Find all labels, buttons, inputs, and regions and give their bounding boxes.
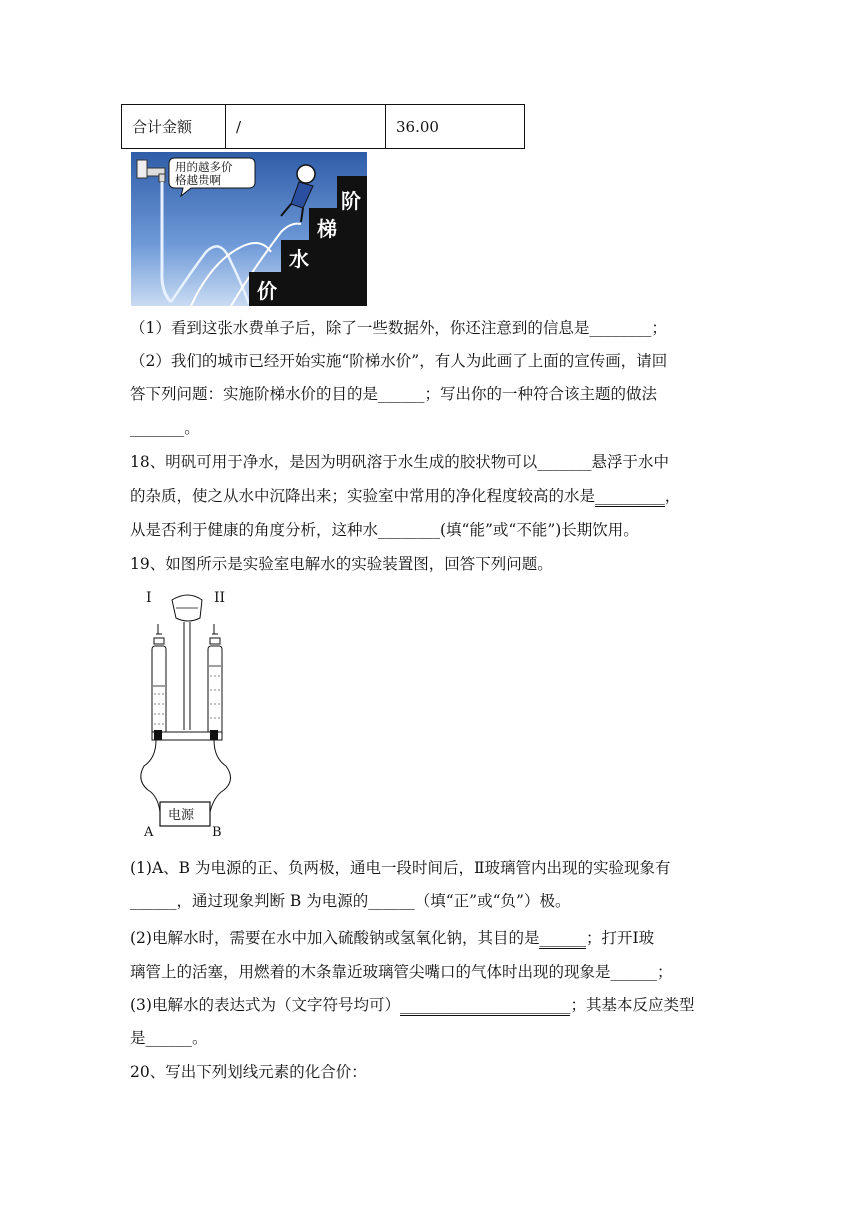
- q19-intro: 19、如图所示是实验室电解水的实验装置图，回答下列问题。: [130, 555, 553, 573]
- total-amount-cell: 36.00: [386, 105, 525, 149]
- q19-s2-line2: 璃管上的活塞，用燃着的木条靠近玻璃管尖嘴口的气体时出现的现象是______；: [130, 963, 673, 981]
- q18-line3: 从是否利于健康的角度分析，这种水________(填“能”或“不能”)长期饮用。: [130, 521, 639, 539]
- tiered-water-price-cartoon: [131, 152, 367, 306]
- q19-s3-text-end: ；其基本反应类型: [570, 996, 695, 1014]
- pole-b-label: B: [212, 825, 222, 840]
- q18-line1: 18、明矾可用于净水，是因为明矾溶于水生成的胶状物可以_______悬浮于水中: [130, 453, 669, 471]
- q18-line2-text: 的杂质，使之从水中沉降出来；实验室中常用的净化程度较高的水是: [130, 487, 596, 505]
- q19-s2-blank: ______: [539, 929, 586, 947]
- stair-char-2: 水: [289, 247, 309, 271]
- slash-cell: /: [226, 105, 386, 149]
- q17-part2-line1: （2）我们的城市已经开始实施“阶梯水价”，有人为此画了上面的宣传画，请回: [130, 352, 668, 370]
- stair-char-1: 价: [257, 279, 277, 303]
- speech-line-1: 用的越多价: [175, 160, 233, 174]
- total-label-cell: 合计金额: [122, 105, 226, 149]
- power-supply-label: 电源: [168, 808, 195, 823]
- q17-part2-line3: _______。: [130, 419, 200, 437]
- q19-s3-blank: ______________________: [399, 996, 571, 1014]
- q20-intro: 20、写出下列划线元素的化合价：: [130, 1063, 367, 1081]
- stair-char-4: 阶: [341, 189, 361, 213]
- electrolysis-apparatus-diagram: [138, 590, 238, 840]
- q19-s2-text-end: ；打开Ⅰ玻: [585, 929, 655, 947]
- q19-s3-line1: [130, 995, 730, 1016]
- q19-s1-line1: (1)A、B 为电源的正、负两极，通电一段时间后，Ⅱ玻璃管内出现的实验现象有: [130, 859, 671, 877]
- q19-s3-line2: 是______。: [130, 1029, 208, 1047]
- tube-label-right: II: [214, 590, 226, 606]
- q19-s3-text: (3)电解水的表达式为（文字符号均可）: [130, 996, 400, 1014]
- pole-a-label: A: [144, 825, 154, 840]
- q19-s1-line2: ______，通过现象判断 B 为电源的______（填“正”或“负”）极。: [130, 892, 571, 910]
- q19-s2-text: (2)电解水时，需要在水中加入硫酸钠或氢氧化钠，其目的是: [130, 929, 540, 947]
- q18-blank: _________: [595, 487, 665, 505]
- speech-line-2: 格越贵啊: [175, 173, 221, 187]
- table-row: [122, 105, 525, 149]
- tube-label-left: I: [146, 590, 152, 606]
- q19-s2-line1: [130, 928, 730, 949]
- q18-line2: [130, 486, 730, 507]
- q18-line2-end: ，: [664, 487, 681, 505]
- stair-char-3: 梯: [317, 217, 337, 241]
- q17-part2-line2: 答下列问题：实施阶梯水价的目的是______；写出你的一种符合该主题的做法: [130, 385, 658, 403]
- q17-part1: （1）看到这张水费单子后，除了一些数据外，你还注意到的信息是________；: [130, 319, 667, 337]
- water-fee-table: [121, 104, 525, 149]
